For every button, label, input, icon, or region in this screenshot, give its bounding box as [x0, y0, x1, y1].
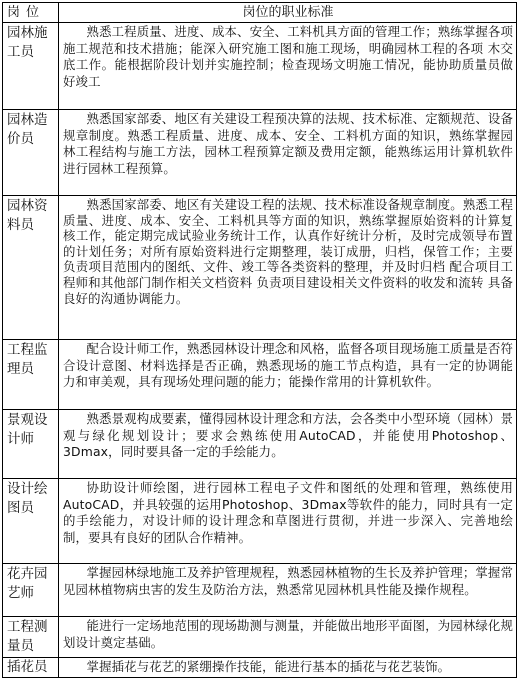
standard-cell: 配合设计师工作，熟悉园林设计理念和风格，监督各项目现场施工质量是否符合设计意图、材料选择是否正确，熟悉现场的施工节点构造，具有一定的协调能力和审美观，具有现场处理问题的能力；能操作常用的计算机软件。: [59, 340, 517, 410]
header-position: 岗位: [3, 3, 59, 23]
table-row: [3, 23, 517, 110]
table-row: [3, 479, 517, 564]
position-cell: 工程测量员: [3, 617, 59, 658]
position-cell: 工程监理员: [3, 340, 59, 410]
position-cell: 插花员: [3, 658, 59, 678]
job-standards-table: [2, 2, 517, 678]
table-row: [3, 564, 517, 617]
standard-cell: 掌握园林绿地施工及养护管理规程，熟悉园林植物的生长及养护管理；掌握常见园林植物病虫害的发生及防治方法，熟悉常见园林机具性能及操作规程。: [59, 564, 517, 617]
table-row: [3, 340, 517, 410]
job-standards-document: [2, 2, 516, 678]
position-cell: 花卉园艺师: [3, 564, 59, 617]
position-cell: 园林造价员: [3, 110, 59, 196]
standard-cell: 协助设计师绘图，进行园林工程电子文件和图纸的处理和管理，熟练使用AutoCAD，并具较强的运用Photoshop、3Dmax等软件的能力，同时具有一定的手绘能力，对设计师的设计理念和草图进行贯彻，并进一步深入、完善地绘制，要具有良好的团队合作精神。: [59, 479, 517, 564]
standard-cell: 熟悉国家部委、地区有关建设工程的法规、技术标准设备规章制度。熟悉工程质量、进度、成本、安全、工料机具等方面的知识，熟练掌握原始资料的计算复核工作，能定期完成试验业务统计工作，认真作好统计分析，及时完成领导布置的计划任务；对所有原始资料进行定期整理，装订成册，归档，保管工作；主要负责项目范围内的图纸、文件、竣工等各类资料的整理，并及时归档 配合项目工程师和其他部门制作相关文档资料 负责项目建设相关文件资料的收发和流转 具备良好的沟通协调能力。: [59, 196, 517, 340]
header-standard: 岗位的职业标准: [59, 3, 517, 23]
table-row: [3, 110, 517, 196]
table-row: [3, 658, 517, 678]
position-cell: 园林资料员: [3, 196, 59, 340]
standard-cell: 能进行一定场地范围的现场勘测与测量，并能做出地形平面图，为园林绿化规划设计奠定基础。: [59, 617, 517, 658]
position-cell: 园林施工员: [3, 23, 59, 110]
table-row: [3, 617, 517, 658]
standard-cell: 掌握插花与花艺的紧绷操作技能，能进行基本的插花与花艺装饰。: [59, 658, 517, 678]
standard-cell: 熟悉景观构成要素，懂得园林设计理念和方法，会各类中小型环境（园林）景观与绿化规划设计；要求会熟练使用AutoCAD，并能使用Photoshop、3Dmax，同时要具备一定的手绘能力。: [59, 410, 517, 479]
standard-cell: 熟悉工程质量、进度、成本、安全、工料机具方面的管理工作；熟练掌握各项施工规范和技术措施；能深入研究施工图和施工现场，明确园林工程的各项 木交底工作。能根据阶段计划并实施控制；检查现场文明施工情况，能协助质量员做好竣工: [59, 23, 517, 110]
table-row: [3, 196, 517, 340]
position-cell: 景观设计师: [3, 410, 59, 479]
position-cell: 设计绘图员: [3, 479, 59, 564]
table-header-row: [3, 3, 517, 23]
table-row: [3, 410, 517, 479]
standard-cell: 熟悉国家部委、地区有关建设工程预决算的法规、技术标准、定额规范、设备规章制度。熟悉工程质量、进度、成本、安全、工料机方面的知识，熟练掌握园林工程结构与施工方法，园林工程预算定额及费用定额，能熟练运用计算机软件进行园林工程预算。: [59, 110, 517, 196]
